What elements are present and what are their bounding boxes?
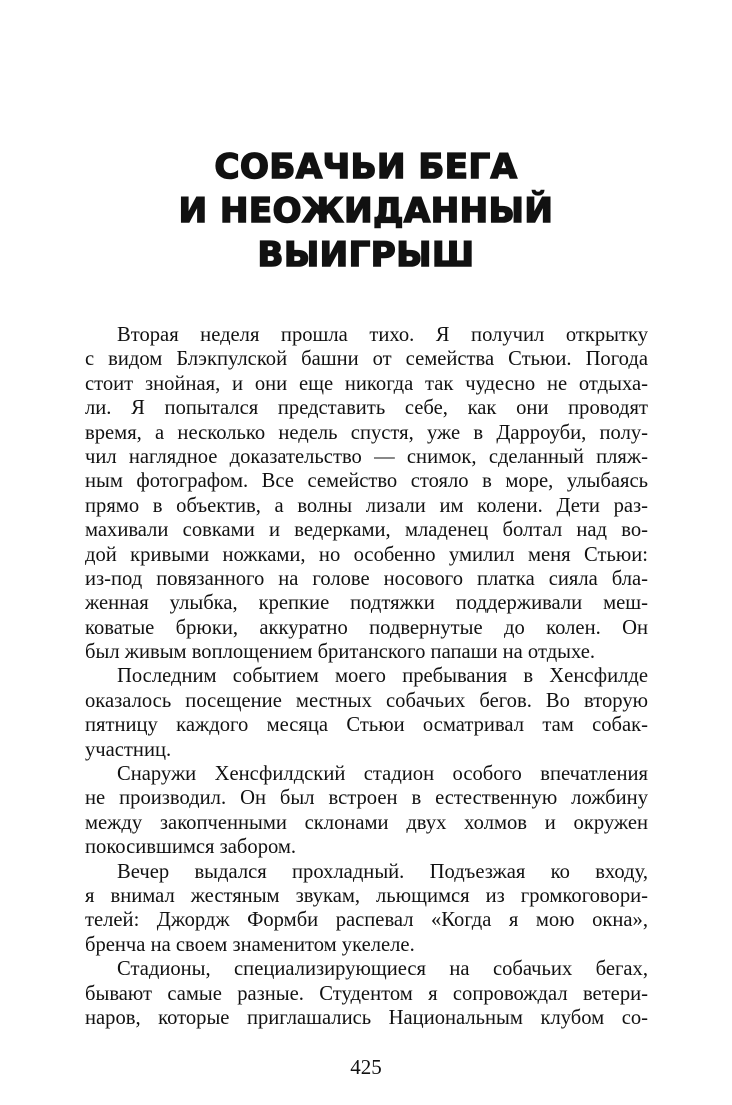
paragraph-5	[85, 957, 648, 1030]
text-line: время, а несколько недель спустя, уже в Дарроуби, полу-	[85, 421, 648, 444]
text-line: телей: Джордж Формби распевал «Когда я мою окна»,	[85, 909, 648, 932]
text-line: Вторая неделя прошла тихо. Я получил открытку	[117, 324, 648, 346]
text-line: Снаружи Хенсфилдский стадион особого впечатления	[117, 763, 648, 786]
text-line: махивали совками и ведерками, младенец болтал над во-	[85, 519, 648, 542]
text-line: из-под повязанного на голове носового платка сияла бла-	[85, 567, 648, 590]
text-line: чил наглядное доказательство — снимок, сделанный пляж-	[85, 445, 648, 468]
text-line: бывают самые разные. Студентом я сопровождал ветери-	[85, 982, 648, 1005]
text-line: прямо в объектив, а волны лизали им колени. Дети раз-	[85, 494, 648, 517]
text-line: был живым воплощением британского папаши на отдыхе.	[85, 641, 596, 664]
text-line: бренча на своем знаменитом укелеле.	[85, 933, 415, 956]
text-line: Стадионы, специализирующиеся на собачьих бегах,	[117, 958, 648, 981]
chapter-title-line-3: ВЫИГРЫШ	[257, 235, 475, 275]
paragraph-4	[85, 860, 648, 958]
text-line: коватые брюки, аккуратно подвернутые до колен. Он	[85, 616, 648, 639]
text-line: между закопченными склонами двух холмов и окружен	[85, 811, 648, 834]
chapter-title-line-2: И НЕОЖИДАННЫЙ	[178, 191, 554, 231]
text-line: дой кривыми ножками, но особенно умилил меня Стьюи:	[85, 543, 648, 566]
text-line: ли. Я попытался представить себе, как они проводят	[85, 397, 648, 420]
paragraph-1	[85, 323, 648, 664]
text-line: покосившимся забором.	[85, 836, 297, 859]
text-line: пятницу каждого месяца Стьюи осматривал там собак-	[85, 714, 648, 737]
text-line: Вечер выдался прохладный. Подъезжая ко входу,	[117, 860, 648, 883]
text-line: оказалось посещение местных собачьих бегов. Во вторую	[85, 689, 648, 712]
text-line: не производил. Он был встроен в естественную ложбину	[85, 787, 648, 810]
text-line: я внимал жестяным звукам, льющимся из громкоговори-	[85, 884, 648, 907]
text-line: Последним событием моего пребывания в Хенсфилде	[117, 665, 648, 688]
text-line: ным фотографом. Все семейство стояло в море, улыбаясь	[85, 470, 648, 493]
paragraph-3	[85, 762, 648, 860]
text-line: женная улыбка, крепкие подтяжки поддерживали меш-	[85, 592, 648, 615]
chapter-title-line-1: СОБАЧЬИ БЕГА	[214, 147, 518, 187]
page-number: 425	[350, 1055, 382, 1079]
text-line: участниц.	[85, 738, 172, 761]
text-line: с видом Блэкпулской башни от семейства Стьюи. Погода	[85, 348, 648, 371]
body-text	[85, 323, 648, 1030]
text-line: стоит знойная, и они еще никогда так чудесно не отдыха-	[85, 372, 648, 395]
text-line: наров, которые приглашались Национальным клубом со-	[85, 1006, 648, 1029]
paragraph-2	[85, 664, 648, 762]
chapter-title	[0, 145, 732, 277]
